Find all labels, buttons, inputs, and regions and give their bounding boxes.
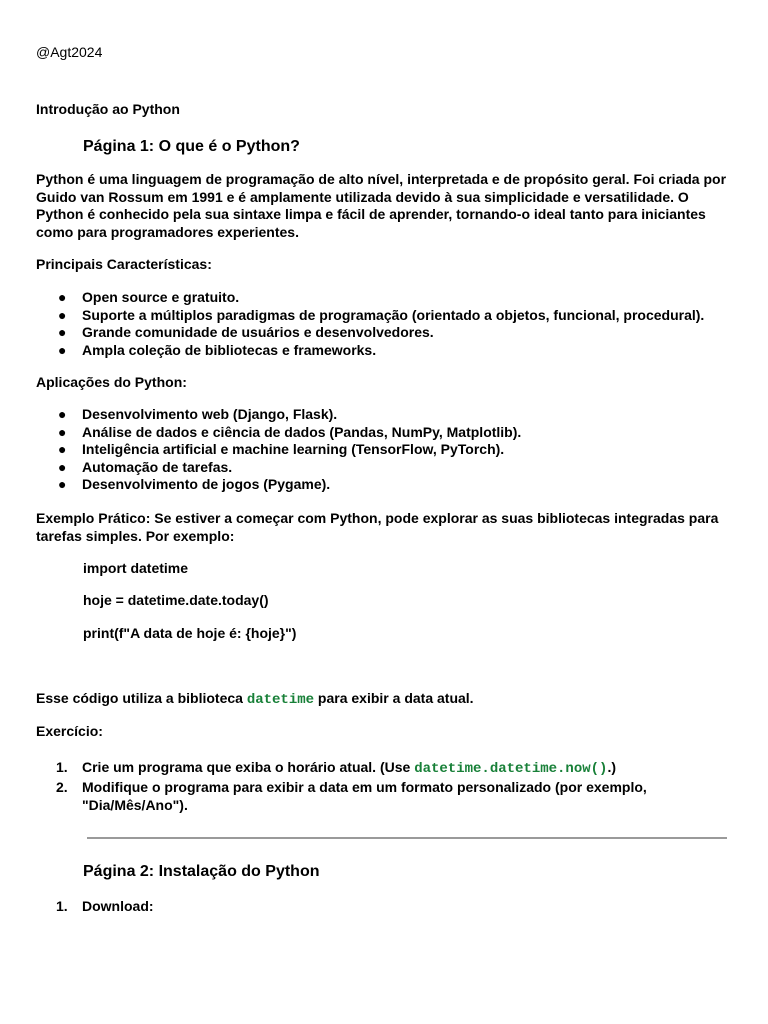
list-item: ● Open source e gratuito. [58, 289, 240, 305]
code-line: print(f"A data de hoje é: {hoje}") [83, 625, 297, 641]
author-handle: @Agt2024 [36, 44, 103, 60]
code-line: hoje = datetime.date.today() [83, 592, 269, 608]
list-item: 1. Crie um programa que exiba o horário atual. (Use datetime.datetime.now().) [56, 759, 616, 777]
example-paragraph: Exemplo Prático: Se estiver a começar com Python, pode explorar as suas bibliotecas integradas para tarefas simples. Por exemplo: [36, 510, 719, 544]
list-item: ● Suporte a múltiplos paradigmas de programação (orientado a objetos, funcional, procedural). [58, 306, 705, 323]
features-list [36, 289, 746, 359]
list-item: 1. Download: [56, 898, 154, 914]
exercise-heading: Exercício: [36, 723, 103, 739]
list-item: ● Análise de dados e ciência de dados (Pandas, NumPy, Matplotlib). [58, 423, 522, 440]
bullet-icon: ● [58, 324, 67, 340]
exercise-list [36, 758, 676, 814]
bullet-icon: ● [58, 458, 67, 475]
inline-code: datetime.datetime.now() [414, 761, 608, 777]
list-number: 1. [56, 759, 68, 775]
intro-paragraph: Python é uma linguagem de programação de alto nível, interpretada e de propósito geral. Foi criada por Guido van Rossum em 1991 e é amplamente utilizada devido à sua simplicidade e versatilidade. O Python é conhecido pela sua sintaxe limpa e fácil de aprender, tornando-o ideal tanto para iniciantes como para programadores experientes. [36, 171, 727, 240]
list-item: 2. Modifique o programa para exibir a data em um formato personalizado (por exemplo, "Dia/Mês/Ano"). [56, 779, 647, 813]
page1-title: Página 1: O que é o Python? [83, 138, 300, 155]
list-item: ● Automação de tarefas. [58, 458, 233, 475]
list-item: ● Inteligência artificial e machine learning (TensorFlow, PyTorch). [58, 441, 505, 457]
list-number: 1. [56, 898, 68, 914]
code-line: import datetime [83, 560, 189, 576]
bullet-icon: ● [58, 423, 67, 440]
explanation-paragraph: Esse código utiliza a biblioteca datetime para exibir a data atual. [36, 690, 474, 708]
list-item: ● Ampla coleção de bibliotecas e frameworks. [58, 341, 377, 358]
list-item: ● Grande comunidade de usuários e desenvolvedores. [58, 324, 434, 340]
page-divider [87, 837, 727, 839]
bullet-icon: ● [58, 306, 67, 323]
bullet-icon: ● [58, 476, 67, 492]
bullet-icon: ● [58, 289, 67, 305]
applications-list [36, 406, 746, 494]
list-item: ● Desenvolvimento de jogos (Pygame). [58, 476, 331, 492]
features-heading: Principais Características: [36, 256, 212, 272]
installation-steps [36, 897, 676, 915]
bullet-icon: ● [58, 341, 67, 358]
applications-heading: Aplicações do Python: [36, 374, 187, 390]
bullet-icon: ● [58, 441, 67, 457]
inline-code: datetime [246, 692, 315, 708]
page2-title: Página 2: Instalação do Python [83, 863, 320, 880]
bullet-icon: ● [58, 406, 67, 422]
list-item: ● Desenvolvimento web (Django, Flask). [58, 406, 338, 422]
list-number: 2. [56, 779, 68, 795]
document-title: Introdução ao Python [36, 101, 180, 117]
